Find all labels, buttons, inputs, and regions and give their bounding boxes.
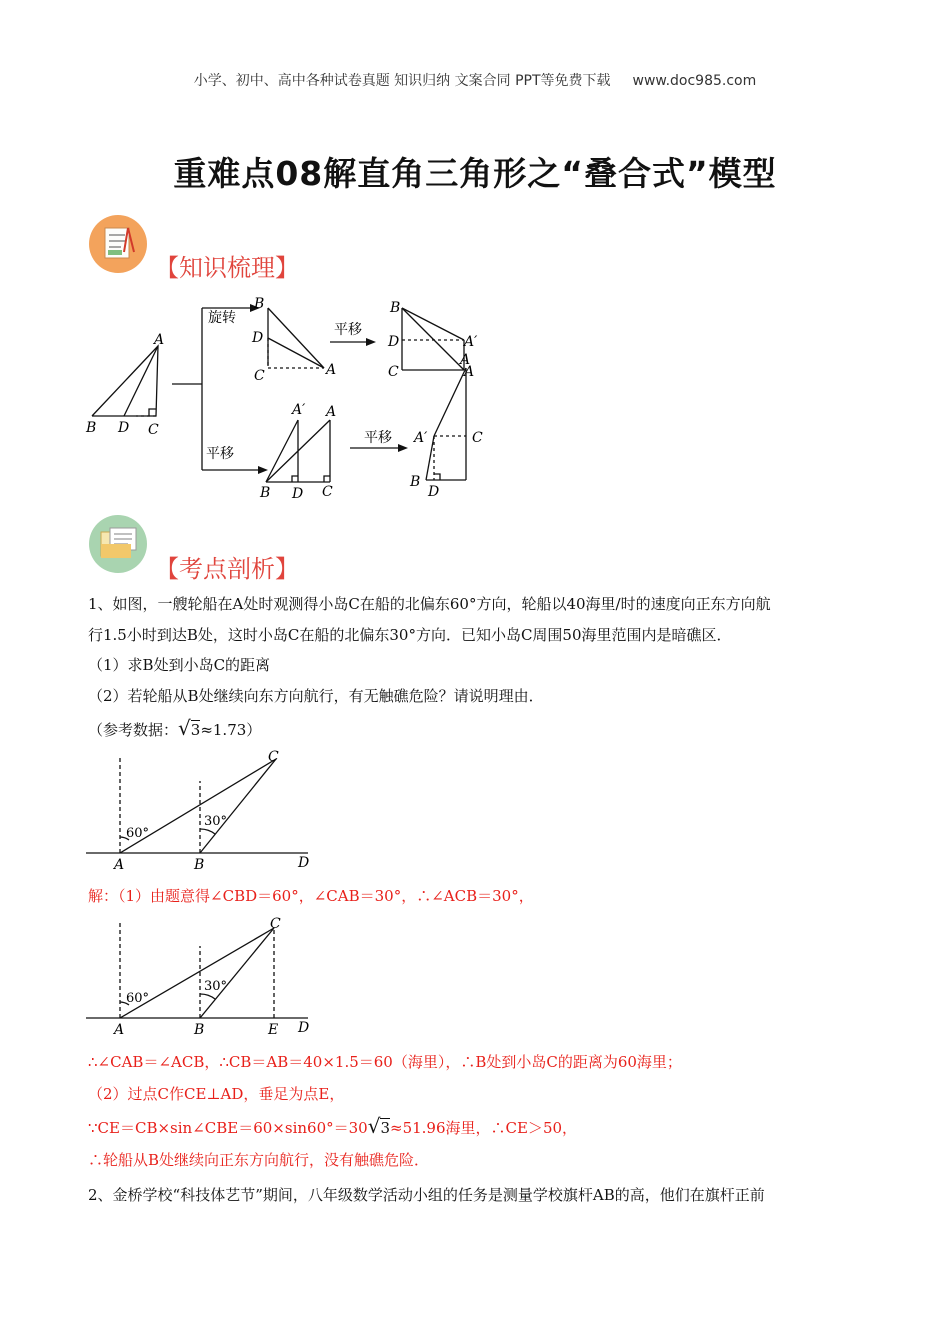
label-B-rot: B	[254, 296, 265, 312]
label-D: D	[118, 420, 130, 436]
label-C: C	[148, 422, 159, 438]
label-D-tr: D	[388, 334, 400, 350]
label-B-bot: B	[260, 485, 271, 501]
sqrt-sign: √	[178, 716, 191, 740]
angle-30-label: 30°	[204, 814, 228, 829]
section-analysis-title: 【考点剖析】	[155, 555, 299, 583]
page-header	[0, 70, 950, 90]
page-title: 重难点08解直角三角形之“叠合式”模型	[173, 154, 777, 193]
solution-line4	[88, 1116, 878, 1138]
fig2-label-E: E	[268, 1022, 279, 1038]
sol4-suffix: ≈51.96海里，∴CE＞50，	[390, 1119, 578, 1137]
problem1-line1: 1、如图，一艘轮船在A处时观测得小岛C在船的北偏东60°方向，轮船以40海里/时的速度向正东方向航	[88, 595, 771, 613]
label-B-br: B	[410, 474, 421, 490]
fig1-label-C: C	[268, 749, 279, 765]
fig2-label-C: C	[270, 916, 281, 932]
label-A-br: A	[460, 352, 471, 368]
label-A-prime-br: A′	[414, 430, 428, 446]
angle-60-label-2: 60°	[126, 991, 150, 1006]
label-B: B	[86, 420, 97, 436]
label-C-bot: C	[322, 484, 333, 500]
translate-label-3: 平移	[364, 430, 392, 446]
problem2-text: 2、金桥学校“科技体艺节”期间，八年级数学活动小组的任务是测量学校旗杆AB的高，他们在旗杆正前	[88, 1186, 765, 1204]
section-knowledge-title: 【知识梳理】	[155, 254, 299, 282]
solution-line5: ∴轮船从B处继续向正东方向航行，没有触礁危险．	[88, 1151, 430, 1169]
model-diagram	[80, 292, 510, 502]
solution-line2: ∴∠CAB＝∠ACB，∴CB＝AB＝40×1.5＝60（海里），∴B处到小岛C的距离为60海里；	[88, 1053, 682, 1071]
label-D-bot: D	[292, 486, 304, 502]
label-A-prime-bot: A′	[292, 402, 306, 418]
solution-line3: （2）过点C作CE⊥AD，垂足为点E，	[88, 1085, 345, 1103]
ref-suffix: ≈1.73）	[200, 721, 262, 739]
sol4-radicand: 3	[380, 1119, 390, 1137]
translate-label-1: 平移	[206, 446, 234, 462]
solution-line1: 解：（1）由题意得∠CBD＝60°，∠CAB＝30°，∴∠ACB＝30°，	[88, 887, 534, 905]
label-A: A	[154, 332, 165, 348]
fig2-label-B: B	[194, 1022, 205, 1038]
angle-60-label: 60°	[126, 826, 150, 841]
label-D-br: D	[428, 484, 440, 500]
rotate-label: 旋转	[208, 310, 236, 326]
ref-prefix: （参考数据：	[88, 721, 179, 739]
label-D-rot: D	[252, 330, 264, 346]
problem1-question1: （1）求B处到小岛C的距离	[88, 656, 271, 674]
angle-30-label-2: 30°	[204, 979, 228, 994]
problem1-question2: （2）若轮船从B处继续向东方向航行，有无触礁危险？请说明理由．	[88, 687, 544, 705]
fig2-label-D: D	[298, 1020, 310, 1036]
label-C-rot: C	[254, 368, 265, 384]
ref-radicand: 3	[190, 721, 201, 739]
label-A-rot: A	[326, 362, 337, 378]
fig1-label-A: A	[114, 857, 125, 873]
sqrt-sign-2: √	[367, 1114, 381, 1138]
header-url[interactable]: www.doc985.com	[632, 73, 757, 89]
folder-icon	[88, 514, 148, 574]
label-B-tr: B	[390, 300, 401, 316]
label-A-bot: A	[326, 404, 337, 420]
label-A-prime-tr: A′	[464, 334, 478, 350]
original-triangle	[92, 346, 158, 416]
problem1-figure	[86, 745, 326, 873]
fig1-label-D: D	[298, 855, 310, 871]
problem1-reference	[88, 718, 878, 740]
fig2-label-A: A	[114, 1022, 125, 1038]
problem1-line2: 行1.5小时到达B处，这时小岛C在船的北偏东30°方向．已知小岛C周围50海里范围内是暗礁区．	[88, 626, 732, 644]
label-C-br: C	[472, 430, 483, 446]
header-text: 小学、初中、高中各种试卷真题 知识归纳 文案合同 PPT等免费下载	[193, 73, 611, 89]
label-A-tr: A	[464, 364, 475, 380]
solution-figure	[86, 916, 326, 1038]
label-C-tr: C	[388, 364, 399, 380]
translate-label-2: 平移	[334, 322, 362, 338]
fig1-label-B: B	[194, 857, 205, 873]
notes-icon	[88, 214, 148, 274]
sol4-prefix: ∵CE＝CB×sin∠CBE＝60×sin60°＝30	[88, 1119, 368, 1137]
